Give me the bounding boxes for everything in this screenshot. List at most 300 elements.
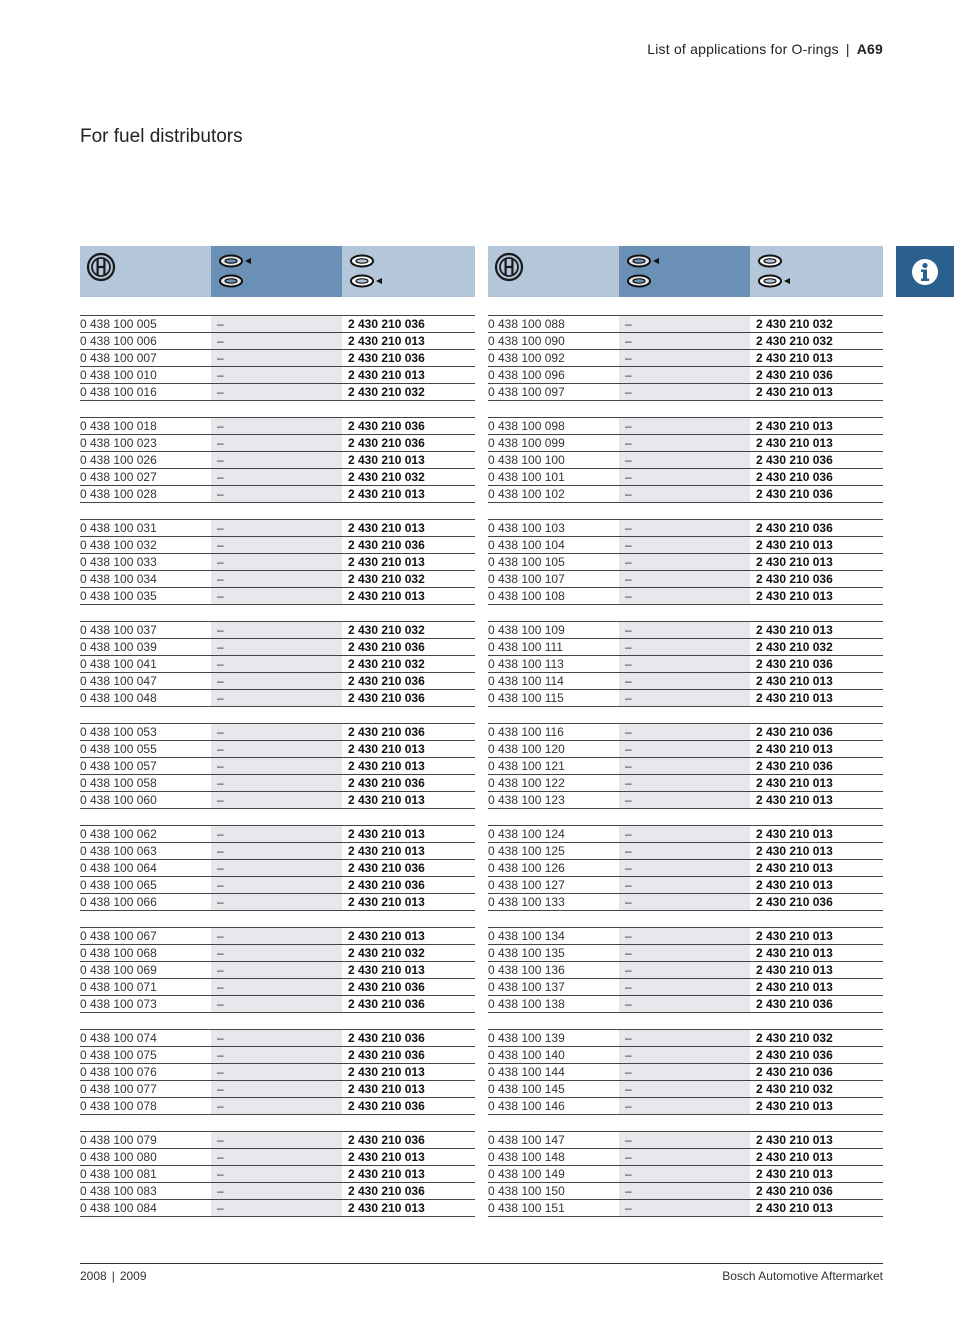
table-row xyxy=(488,1097,883,1115)
part-number-cell: 0 438 100 032 xyxy=(80,537,211,553)
upper-oring-cell: – xyxy=(619,826,750,842)
part-number-cell: 0 438 100 026 xyxy=(80,452,211,468)
part-number-cell: 0 438 100 127 xyxy=(488,877,619,893)
table-row xyxy=(80,1046,475,1063)
part-number-cell: 0 438 100 065 xyxy=(80,877,211,893)
upper-oring-cell: – xyxy=(211,520,342,536)
upper-oring-cell: – xyxy=(619,418,750,434)
lower-oring-cell: 2 430 210 013 xyxy=(348,1082,425,1096)
table-row xyxy=(80,1097,475,1115)
lower-oring-cell: 2 430 210 013 xyxy=(756,436,833,450)
upper-oring-cell: – xyxy=(211,367,342,383)
table-row xyxy=(488,434,883,451)
lower-oring-cell: 2 430 210 036 xyxy=(756,1184,833,1198)
upper-oring-cell: – xyxy=(619,639,750,655)
upper-oring-cell: – xyxy=(211,1166,342,1182)
lower-oring-cell: 2 430 210 013 xyxy=(348,844,425,858)
lower-oring-cell: 2 430 210 013 xyxy=(756,674,833,688)
part-number-cell: 0 438 100 103 xyxy=(488,520,619,536)
upper-oring-cell: – xyxy=(211,894,342,910)
part-number-cell: 0 438 100 007 xyxy=(80,350,211,366)
lower-oring-cell: 2 430 210 036 xyxy=(756,572,833,586)
right-table-body xyxy=(488,315,883,1217)
lower-oring-cell: 2 430 210 032 xyxy=(348,385,425,399)
part-number-cell: 0 438 100 034 xyxy=(80,571,211,587)
table-row xyxy=(80,332,475,349)
upper-oring-cell: – xyxy=(211,724,342,740)
part-number-cell: 0 438 100 033 xyxy=(80,554,211,570)
table-row xyxy=(80,655,475,672)
table-row xyxy=(80,995,475,1013)
lower-oring-cell: 2 430 210 036 xyxy=(348,538,425,552)
lower-oring-cell: 2 430 210 036 xyxy=(756,895,833,909)
table-row xyxy=(80,757,475,774)
table-row xyxy=(80,621,475,638)
upper-oring-cell: – xyxy=(619,1064,750,1080)
table-row xyxy=(80,570,475,587)
table-row xyxy=(80,944,475,961)
lower-oring-cell: 2 430 210 036 xyxy=(348,1048,425,1062)
part-number-cell: 0 438 100 111 xyxy=(488,639,619,655)
lower-oring-cell: 2 430 210 013 xyxy=(756,589,833,603)
upper-oring-cell: – xyxy=(211,1030,342,1046)
table-row xyxy=(80,434,475,451)
upper-oring-cell: – xyxy=(211,1200,342,1216)
upper-oring-cell: – xyxy=(619,1081,750,1097)
part-number-cell: 0 438 100 074 xyxy=(80,1030,211,1046)
upper-oring-cell: – xyxy=(619,843,750,859)
lower-oring-cell: 2 430 210 036 xyxy=(348,776,425,790)
part-number-cell: 0 438 100 144 xyxy=(488,1064,619,1080)
table-row xyxy=(488,757,883,774)
lower-oring-cell: 2 430 210 013 xyxy=(348,759,425,773)
lower-oring-cell: 2 430 210 032 xyxy=(756,1082,833,1096)
part-number-cell: 0 438 100 063 xyxy=(80,843,211,859)
upper-oring-cell: – xyxy=(211,333,342,349)
footer-divider xyxy=(80,1263,883,1264)
o-ring-upper-icon xyxy=(625,252,675,292)
upper-oring-cell: – xyxy=(211,860,342,876)
upper-oring-cell: – xyxy=(619,435,750,451)
upper-oring-cell: – xyxy=(619,928,750,944)
lower-oring-cell: 2 430 210 013 xyxy=(756,793,833,807)
bosch-logo-icon xyxy=(494,252,524,282)
bosch-logo-icon xyxy=(86,252,116,282)
table-row xyxy=(80,315,475,332)
upper-oring-cell: – xyxy=(619,792,750,808)
part-number-cell: 0 438 100 134 xyxy=(488,928,619,944)
lower-oring-cell: 2 430 210 013 xyxy=(756,844,833,858)
upper-oring-cell: – xyxy=(211,826,342,842)
upper-oring-cell: – xyxy=(619,588,750,604)
upper-oring-cell: – xyxy=(619,333,750,349)
part-number-cell: 0 438 100 122 xyxy=(488,775,619,791)
row-group xyxy=(488,1131,883,1217)
part-number-cell: 0 438 100 108 xyxy=(488,588,619,604)
table-header xyxy=(488,246,883,297)
table-row xyxy=(488,485,883,503)
row-group xyxy=(80,1131,475,1217)
footer-year-end: 2009 xyxy=(119,1269,147,1283)
part-number-cell: 0 438 100 084 xyxy=(80,1200,211,1216)
row-group xyxy=(80,519,475,605)
part-number-cell: 0 438 100 116 xyxy=(488,724,619,740)
table-row xyxy=(488,315,883,332)
lower-oring-cell: 2 430 210 036 xyxy=(348,317,425,331)
table-row xyxy=(80,638,475,655)
part-number-cell: 0 438 100 016 xyxy=(80,384,211,400)
part-number-cell: 0 438 100 081 xyxy=(80,1166,211,1182)
part-number-cell: 0 438 100 125 xyxy=(488,843,619,859)
lower-oring-cell: 2 430 210 036 xyxy=(348,674,425,688)
upper-oring-cell: – xyxy=(619,554,750,570)
upper-oring-cell: – xyxy=(619,520,750,536)
upper-oring-cell: – xyxy=(619,962,750,978)
upper-oring-cell: – xyxy=(619,452,750,468)
table-row xyxy=(488,638,883,655)
upper-oring-cell: – xyxy=(619,1132,750,1148)
part-number-cell: 0 438 100 099 xyxy=(488,435,619,451)
table-row xyxy=(80,978,475,995)
upper-oring-cell: – xyxy=(211,690,342,706)
table-row xyxy=(80,859,475,876)
upper-oring-cell: – xyxy=(619,469,750,485)
upper-oring-cell: – xyxy=(619,486,750,502)
header-oring-lower xyxy=(342,246,475,297)
lower-oring-cell: 2 430 210 013 xyxy=(348,453,425,467)
part-number-cell: 0 438 100 075 xyxy=(80,1047,211,1063)
upper-oring-cell: – xyxy=(619,673,750,689)
lower-oring-cell: 2 430 210 036 xyxy=(756,368,833,382)
table-row xyxy=(80,536,475,553)
part-number-cell: 0 438 100 098 xyxy=(488,418,619,434)
table-row xyxy=(488,519,883,536)
row-group xyxy=(80,315,475,401)
table-row xyxy=(488,723,883,740)
table-row xyxy=(80,791,475,809)
table-row xyxy=(488,332,883,349)
lower-oring-cell: 2 430 210 013 xyxy=(348,521,425,535)
lower-oring-cell: 2 430 210 013 xyxy=(756,385,833,399)
table-row xyxy=(80,740,475,757)
table-row xyxy=(488,825,883,842)
table-row xyxy=(80,927,475,944)
upper-oring-cell: – xyxy=(211,877,342,893)
part-number-cell: 0 438 100 062 xyxy=(80,826,211,842)
part-number-cell: 0 438 100 073 xyxy=(80,996,211,1012)
part-number-cell: 0 438 100 027 xyxy=(80,469,211,485)
upper-oring-cell: – xyxy=(211,554,342,570)
table-row xyxy=(488,655,883,672)
upper-oring-cell: – xyxy=(619,656,750,672)
part-number-cell: 0 438 100 080 xyxy=(80,1149,211,1165)
lower-oring-cell: 2 430 210 036 xyxy=(756,997,833,1011)
table-row xyxy=(80,468,475,485)
table-row xyxy=(488,1046,883,1063)
part-number-cell: 0 438 100 039 xyxy=(80,639,211,655)
upper-oring-cell: – xyxy=(211,452,342,468)
upper-oring-cell: – xyxy=(211,792,342,808)
upper-oring-cell: – xyxy=(211,1064,342,1080)
lower-oring-cell: 2 430 210 013 xyxy=(348,589,425,603)
lower-oring-cell: 2 430 210 032 xyxy=(348,572,425,586)
table-row xyxy=(80,383,475,401)
lower-oring-cell: 2 430 210 013 xyxy=(348,895,425,909)
table-row xyxy=(80,689,475,707)
upper-oring-cell: – xyxy=(619,1183,750,1199)
row-group xyxy=(80,825,475,911)
table-row xyxy=(488,893,883,911)
part-number-cell: 0 438 100 146 xyxy=(488,1098,619,1114)
part-number-cell: 0 438 100 058 xyxy=(80,775,211,791)
table-row xyxy=(488,349,883,366)
part-number-cell: 0 438 100 010 xyxy=(80,367,211,383)
part-number-cell: 0 438 100 126 xyxy=(488,860,619,876)
upper-oring-cell: – xyxy=(211,996,342,1012)
part-number-cell: 0 438 100 120 xyxy=(488,741,619,757)
upper-oring-cell: – xyxy=(619,384,750,400)
part-number-cell: 0 438 100 123 xyxy=(488,792,619,808)
lower-oring-cell: 2 430 210 036 xyxy=(756,453,833,467)
lower-oring-cell: 2 430 210 032 xyxy=(348,470,425,484)
part-number-cell: 0 438 100 069 xyxy=(80,962,211,978)
table-row xyxy=(80,1182,475,1199)
table-row xyxy=(80,893,475,911)
lower-oring-cell: 2 430 210 036 xyxy=(348,725,425,739)
table-row xyxy=(488,961,883,978)
upper-oring-cell: – xyxy=(211,1132,342,1148)
upper-oring-cell: – xyxy=(619,860,750,876)
part-number-cell: 0 438 100 048 xyxy=(80,690,211,706)
lower-oring-cell: 2 430 210 013 xyxy=(756,351,833,365)
table-row xyxy=(488,842,883,859)
part-number-cell: 0 438 100 136 xyxy=(488,962,619,978)
row-group xyxy=(80,417,475,503)
lower-oring-cell: 2 430 210 013 xyxy=(756,980,833,994)
lower-oring-cell: 2 430 210 013 xyxy=(348,368,425,382)
upper-oring-cell: – xyxy=(211,758,342,774)
upper-oring-cell: – xyxy=(211,979,342,995)
lower-oring-cell: 2 430 210 013 xyxy=(756,1133,833,1147)
table-row xyxy=(488,1148,883,1165)
part-number-cell: 0 438 100 068 xyxy=(80,945,211,961)
row-group xyxy=(488,723,883,809)
upper-oring-cell: – xyxy=(619,350,750,366)
table-row xyxy=(488,468,883,485)
footer-year-start: 2008 xyxy=(80,1269,107,1283)
info-tab[interactable] xyxy=(896,246,954,297)
table-row xyxy=(488,1029,883,1046)
part-number-cell: 0 438 100 066 xyxy=(80,894,211,910)
o-ring-upper-icon xyxy=(217,252,267,292)
upper-oring-cell: – xyxy=(211,639,342,655)
lower-oring-cell: 2 430 210 032 xyxy=(756,1031,833,1045)
part-number-cell: 0 438 100 037 xyxy=(80,622,211,638)
table-row xyxy=(488,791,883,809)
table-header xyxy=(80,246,475,297)
info-icon xyxy=(910,257,940,287)
header-part-number xyxy=(488,246,619,297)
upper-oring-cell: – xyxy=(211,350,342,366)
row-group xyxy=(488,315,883,401)
part-number-cell: 0 438 100 109 xyxy=(488,622,619,638)
part-number-cell: 0 438 100 076 xyxy=(80,1064,211,1080)
part-number-cell: 0 438 100 114 xyxy=(488,673,619,689)
upper-oring-cell: – xyxy=(211,843,342,859)
table-row xyxy=(488,1080,883,1097)
upper-oring-cell: – xyxy=(619,1047,750,1063)
part-number-cell: 0 438 100 105 xyxy=(488,554,619,570)
table-row xyxy=(488,451,883,468)
upper-oring-cell: – xyxy=(619,1149,750,1165)
upper-oring-cell: – xyxy=(619,1200,750,1216)
upper-oring-cell: – xyxy=(211,1149,342,1165)
lower-oring-cell: 2 430 210 036 xyxy=(348,861,425,875)
row-group xyxy=(80,621,475,707)
table-row xyxy=(80,1063,475,1080)
table-row xyxy=(80,825,475,842)
lower-oring-cell: 2 430 210 036 xyxy=(348,980,425,994)
page-title: For fuel distributors xyxy=(80,126,243,147)
lower-oring-cell: 2 430 210 036 xyxy=(756,470,833,484)
table-row xyxy=(488,1131,883,1148)
part-number-cell: 0 438 100 139 xyxy=(488,1030,619,1046)
header-oring-upper xyxy=(211,246,342,297)
table-row xyxy=(80,451,475,468)
upper-oring-cell: – xyxy=(211,384,342,400)
part-number-cell: 0 438 100 067 xyxy=(80,928,211,944)
table-row xyxy=(80,961,475,978)
footer-years: 2008 | 2009 xyxy=(80,1269,147,1283)
upper-oring-cell: – xyxy=(211,962,342,978)
table-row xyxy=(80,774,475,791)
part-number-cell: 0 438 100 028 xyxy=(80,486,211,502)
part-number-cell: 0 438 100 102 xyxy=(488,486,619,502)
part-number-cell: 0 438 100 115 xyxy=(488,690,619,706)
lower-oring-cell: 2 430 210 036 xyxy=(348,691,425,705)
lower-oring-cell: 2 430 210 013 xyxy=(348,793,425,807)
table-row xyxy=(488,553,883,570)
upper-oring-cell: – xyxy=(211,469,342,485)
part-number-cell: 0 438 100 100 xyxy=(488,452,619,468)
upper-oring-cell: – xyxy=(211,435,342,451)
lower-oring-cell: 2 430 210 013 xyxy=(348,334,425,348)
section-title: List of applications for O-rings xyxy=(647,41,839,57)
part-number-cell: 0 438 100 148 xyxy=(488,1149,619,1165)
part-number-cell: 0 438 100 077 xyxy=(80,1081,211,1097)
row-group xyxy=(80,723,475,809)
lower-oring-cell: 2 430 210 036 xyxy=(348,1031,425,1045)
part-number-cell: 0 438 100 071 xyxy=(80,979,211,995)
upper-oring-cell: – xyxy=(211,537,342,553)
part-number-cell: 0 438 100 097 xyxy=(488,384,619,400)
upper-oring-cell: – xyxy=(211,673,342,689)
lower-oring-cell: 2 430 210 036 xyxy=(756,1065,833,1079)
part-number-cell: 0 438 100 064 xyxy=(80,860,211,876)
lower-oring-cell: 2 430 210 013 xyxy=(756,555,833,569)
part-number-cell: 0 438 100 104 xyxy=(488,537,619,553)
part-number-cell: 0 438 100 113 xyxy=(488,656,619,672)
part-number-cell: 0 438 100 151 xyxy=(488,1200,619,1216)
part-number-cell: 0 438 100 078 xyxy=(80,1098,211,1114)
part-number-cell: 0 438 100 041 xyxy=(80,656,211,672)
table-row xyxy=(80,485,475,503)
lower-oring-cell: 2 430 210 013 xyxy=(756,1150,833,1164)
table-row xyxy=(80,1131,475,1148)
table-row xyxy=(80,1029,475,1046)
table-row xyxy=(488,740,883,757)
upper-oring-cell: – xyxy=(211,656,342,672)
upper-oring-cell: – xyxy=(211,1098,342,1114)
lower-oring-cell: 2 430 210 013 xyxy=(756,929,833,943)
o-ring-lower-icon xyxy=(348,252,398,292)
upper-oring-cell: – xyxy=(619,741,750,757)
upper-oring-cell: – xyxy=(211,418,342,434)
table-row xyxy=(80,1165,475,1182)
table-row xyxy=(488,417,883,434)
lower-oring-cell: 2 430 210 013 xyxy=(348,1167,425,1181)
part-number-cell: 0 438 100 047 xyxy=(80,673,211,689)
upper-oring-cell: – xyxy=(211,945,342,961)
lower-oring-cell: 2 430 210 036 xyxy=(756,1048,833,1062)
part-number-cell: 0 438 100 006 xyxy=(80,333,211,349)
part-number-cell: 0 438 100 005 xyxy=(80,316,211,332)
table-row xyxy=(488,1199,883,1217)
table-row xyxy=(80,1148,475,1165)
upper-oring-cell: – xyxy=(211,316,342,332)
lower-oring-cell: 2 430 210 032 xyxy=(756,317,833,331)
lower-oring-cell: 2 430 210 013 xyxy=(756,963,833,977)
table-row xyxy=(488,1165,883,1182)
table-row xyxy=(488,570,883,587)
lower-oring-cell: 2 430 210 036 xyxy=(348,419,425,433)
lower-oring-cell: 2 430 210 036 xyxy=(756,521,833,535)
lower-oring-cell: 2 430 210 013 xyxy=(348,827,425,841)
part-number-cell: 0 438 100 138 xyxy=(488,996,619,1012)
table-row xyxy=(488,366,883,383)
upper-oring-cell: – xyxy=(619,367,750,383)
table-row xyxy=(80,519,475,536)
upper-oring-cell: – xyxy=(619,1030,750,1046)
lower-oring-cell: 2 430 210 013 xyxy=(756,1099,833,1113)
lower-oring-cell: 2 430 210 013 xyxy=(756,1167,833,1181)
table-row xyxy=(80,876,475,893)
upper-oring-cell: – xyxy=(211,588,342,604)
header-oring-upper xyxy=(619,246,750,297)
row-group xyxy=(80,1029,475,1115)
part-number-cell: 0 438 100 088 xyxy=(488,316,619,332)
left-table xyxy=(80,246,475,1233)
part-number-cell: 0 438 100 035 xyxy=(80,588,211,604)
part-number-cell: 0 438 100 057 xyxy=(80,758,211,774)
table-row xyxy=(80,366,475,383)
upper-oring-cell: – xyxy=(211,622,342,638)
lower-oring-cell: 2 430 210 032 xyxy=(348,657,425,671)
part-number-cell: 0 438 100 133 xyxy=(488,894,619,910)
part-number-cell: 0 438 100 150 xyxy=(488,1183,619,1199)
table-row xyxy=(80,417,475,434)
lower-oring-cell: 2 430 210 013 xyxy=(756,1201,833,1215)
row-group xyxy=(80,927,475,1013)
lower-oring-cell: 2 430 210 013 xyxy=(756,861,833,875)
part-number-cell: 0 438 100 053 xyxy=(80,724,211,740)
upper-oring-cell: – xyxy=(211,1081,342,1097)
table-row xyxy=(488,1063,883,1080)
lower-oring-cell: 2 430 210 032 xyxy=(756,334,833,348)
upper-oring-cell: – xyxy=(619,690,750,706)
lower-oring-cell: 2 430 210 036 xyxy=(348,351,425,365)
part-number-cell: 0 438 100 145 xyxy=(488,1081,619,1097)
